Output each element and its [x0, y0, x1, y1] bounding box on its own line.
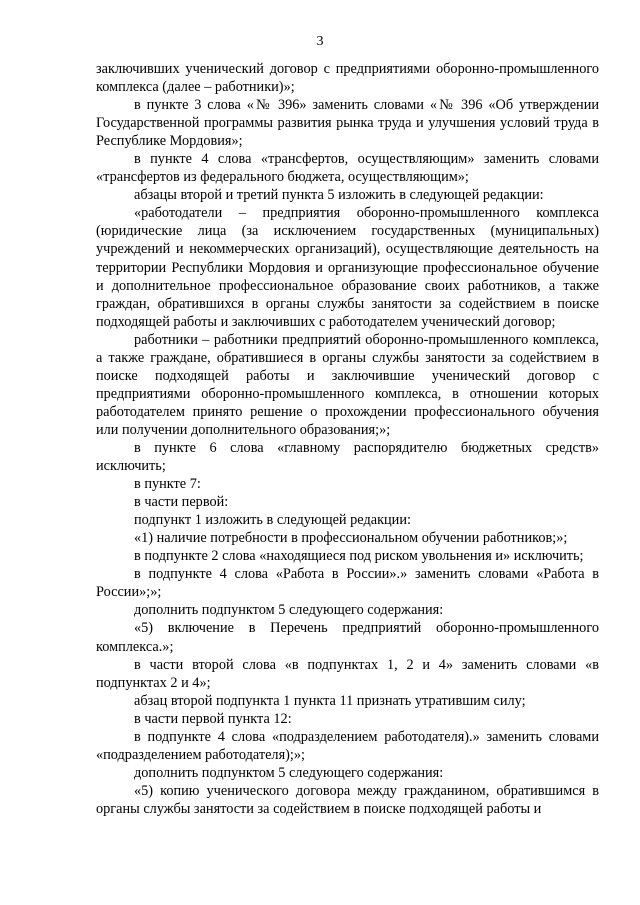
paragraph: «5) копию ученического договора между гражданином, обратившимся в органы службы занятости за содействием в поиске подходящей работы и	[96, 782, 599, 817]
paragraph: в подпункте 2 слова «находящиеся под риском увольнения и» исключить;	[134, 548, 584, 565]
paragraph: в пункте 3 слова «№ 396» заменить словами «№ 396 «Об утверждении Государственной программы развития рынка труда и улучшения условий труда в Республике Мордовия»;	[96, 97, 599, 150]
paragraph: абзац второй подпункта 1 пункта 11 признать утратившим силу;	[134, 692, 526, 709]
paragraph: в пункте 6 слова «главному распорядителю бюджетных средств» исключить;	[96, 439, 599, 475]
paragraph: в части второй слова «в подпунктах 1, 2 и 4» заменить словами «в подпунктах 2 и 4»;	[96, 656, 599, 691]
paragraph: «работодатели – предприятия оборонно-промышленного комплекса (юридические лица (за исключением государственных (муниципальных) учреждений и некоммерческих организаций), осуществляющие деятельность на территории Республики Мордовия и организующие профессиональное обучение и дополнительное профессиональное образование своих работников, а также граждан, обратившихся в органы службы занятости за содействием в поиске подходящей работы и заключивших с работодателем ученический договор;	[96, 205, 599, 330]
paragraph: в пункте 4 слова «трансфертов, осуществляющим» заменить словами «трансфертов из федерального бюджета, осуществляющим»;	[96, 151, 599, 186]
paragraph: работники – работники предприятий оборонно-промышленного комплекса, а также граждане, обратившиеся в органы службы занятости за содействием в поиске подходящей работы и заключившие ученический договор с предприятиями оборонно-промышленного комплекса, в отношении которых работодателем принято решение о прохождении профессионального обучения или получении дополнительного образования;»;	[96, 331, 599, 438]
paragraph: в пункте 7:	[134, 476, 201, 493]
paragraph: в части первой пункта 12:	[134, 710, 292, 727]
paragraph: абзацы второй и третий пункта 5 изложить в следующей редакции:	[134, 187, 544, 204]
paragraph: в подпункте 4 слова «Работа в России».» заменить словами «Работа в России»;»;	[96, 566, 599, 601]
paragraph: «5) включение в Перечень предприятий оборонно-промышленного комплекса.»;	[96, 620, 599, 655]
paragraph: в подпункте 4 слова «подразделением работодателя).» заменить словами «подразделением работодателя);»;	[96, 728, 599, 763]
paragraph: «1) наличие потребности в профессиональном обучении работников;»;	[134, 530, 568, 547]
document-body	[96, 60, 599, 818]
paragraph: дополнить подпунктом 5 следующего содержания:	[134, 764, 444, 781]
paragraph: дополнить подпунктом 5 следующего содержания:	[134, 602, 444, 619]
paragraph: подпункт 1 изложить в следующей редакции:	[134, 512, 411, 529]
page-number: 3	[316, 34, 324, 49]
paragraph: заключивших ученический договор с предприятиями оборонно-промышленного комплекса (далее – работники)»;	[96, 61, 599, 96]
paragraph: в части первой:	[134, 494, 229, 511]
